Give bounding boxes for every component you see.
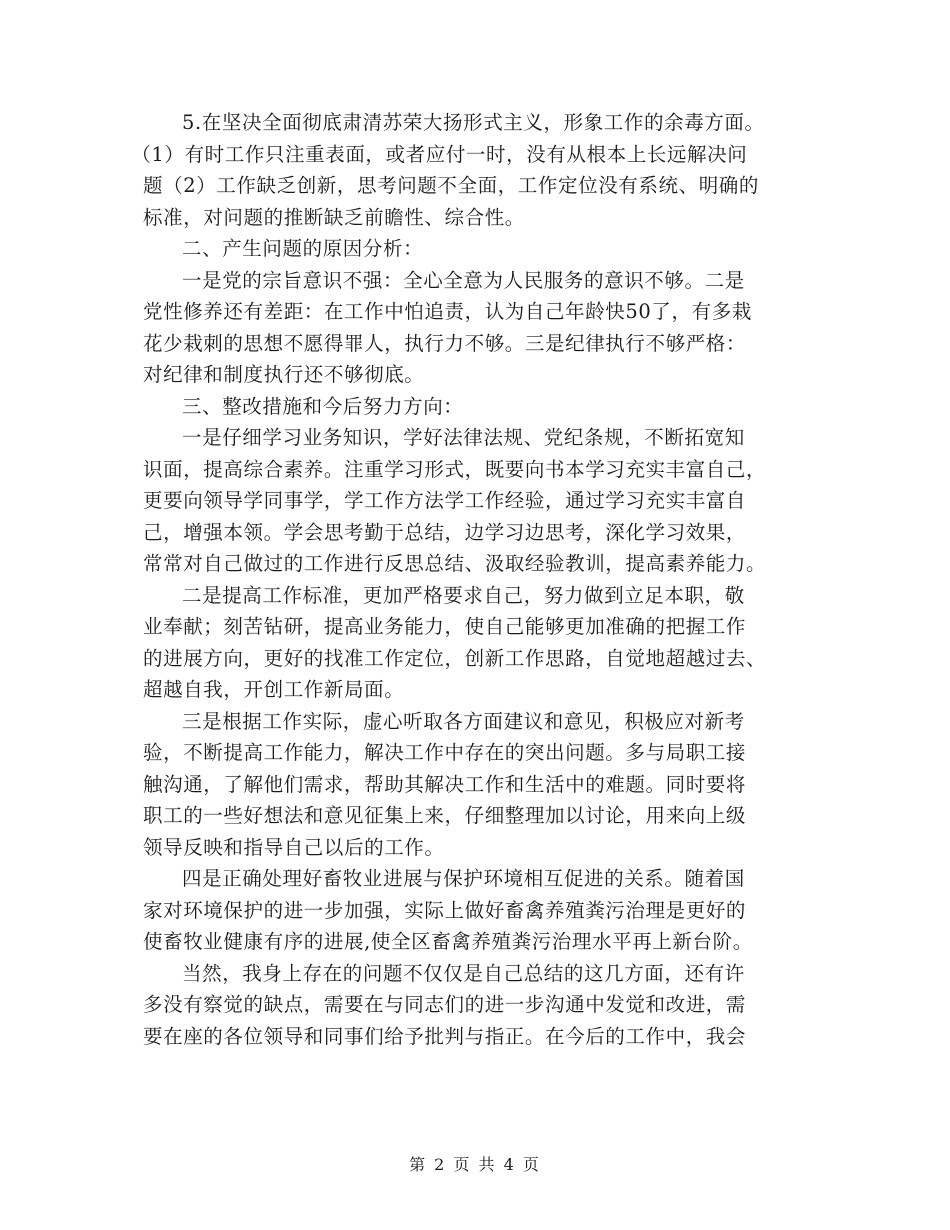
text-line: 花少栽刺的思想不愿得罪人，执行力不够。三是纪律执行不够严格：	[143, 331, 747, 355]
paragraph-measure-study	[143, 422, 803, 580]
paragraph-measure-standards	[143, 580, 803, 706]
page-number-footer: 第 2 页 共 4 页	[409, 1155, 541, 1174]
text-line: 多没有察觉的缺点，需要在与同志们的进一步沟通中发觉和改进，需	[143, 993, 747, 1016]
text-line: 更要向领导学同事学，学工作方法学工作经验，通过学习充实丰富自	[143, 489, 747, 512]
text-line: 二是提高工作标准，更加严格要求自己，努力做到立足本职，敬	[182, 583, 745, 607]
paragraph-measure-environment	[143, 863, 803, 958]
text-line: 职工的一些好想法和意见征集上来，仔细整理加以讨论，用来向上级	[143, 804, 747, 827]
text-line: 常常对自己做过的工作进行反思总结、汲取经验教训，提高素养能力。	[143, 552, 767, 575]
text-line: 的进展方向，更好的找准工作定位，创新工作思路，自觉地超越过去、	[143, 646, 767, 670]
text-line: 四是正确处理好畜牧业进展与保护环境相互促进的关系。随着国	[182, 867, 745, 890]
text-line: 标准，对问题的推断缺乏前瞻性、综合性。	[143, 205, 525, 229]
text-line: （1）有时工作只注重表面，或者应付一时，没有从根本上长远解决问	[131, 142, 748, 166]
text-line: 家对环境保护的进一步加强，实际上做好畜禽养殖粪污治理是更好的	[143, 898, 747, 922]
text-line: 要在座的各位领导和同事们给予批判与指正。在今后的工作中，我会	[143, 1024, 747, 1048]
paragraph-closing	[143, 958, 803, 1053]
text-line: 一是党的宗旨意识不强：全心全意为人民服务的意识不够。二是	[182, 268, 745, 292]
text-line: 超越自我，开创工作新局面。	[143, 678, 405, 701]
text-line: 三是根据工作实际，虚心听取各方面建议和意见，积极应对新考	[182, 709, 745, 733]
paragraph-measure-feedback	[143, 706, 803, 864]
text-line: 题（2）工作缺乏创新，思考问题不全面，工作定位没有系统、明确的	[143, 174, 760, 197]
text-line: 三、整改措施和今后努力方向：	[182, 394, 464, 418]
text-line: 业奉献；刻苦钻研，提高业务能力，使自己能够更加准确的把握工作	[143, 615, 747, 638]
text-line: 二、产生问题的原因分析：	[182, 237, 424, 260]
text-line: 领导反映和指导自己以后的工作。	[143, 835, 445, 859]
text-line: 己，增强本领。学会思考勤于总结，边学习边思考，深化学习效果，	[143, 520, 747, 544]
text-line: 党性修养还有差距：在工作中怕追责，认为自己年龄快50了，有多栽	[143, 300, 752, 323]
text-line: 当然，我身上存在的问题不仅仅是自己总结的这几方面，还有许	[182, 961, 745, 985]
section-heading-causes	[143, 233, 803, 265]
text-line: 识面，提高综合素养。注重学习形式，既要向书本学习充实丰富自己，	[143, 457, 767, 481]
paragraph-rectification-formalism	[131, 107, 803, 233]
text-line: 使畜牧业健康有序的进展,使全区畜禽养殖粪污治理水平再上新台阶。	[143, 930, 753, 953]
text-line: 5.在坚决全面彻底肃清苏荣大扬形式主义，形象工作的余毒方面。	[182, 111, 765, 134]
text-line: 一是仔细学习业务知识，学好法律法规、党纪条规，不断拓宽知	[182, 426, 745, 449]
section-heading-measures	[143, 391, 803, 423]
paragraph-causes	[143, 265, 803, 391]
document-body	[131, 107, 803, 1052]
text-line: 触沟通，了解他们需求，帮助其解决工作和生活中的难题。同时要将	[143, 772, 747, 796]
text-line: 验，不断提高工作能力，解决工作中存在的突出问题。多与局职工接	[143, 741, 747, 764]
text-line: 对纪律和制度执行还不够彻底。	[143, 363, 425, 386]
